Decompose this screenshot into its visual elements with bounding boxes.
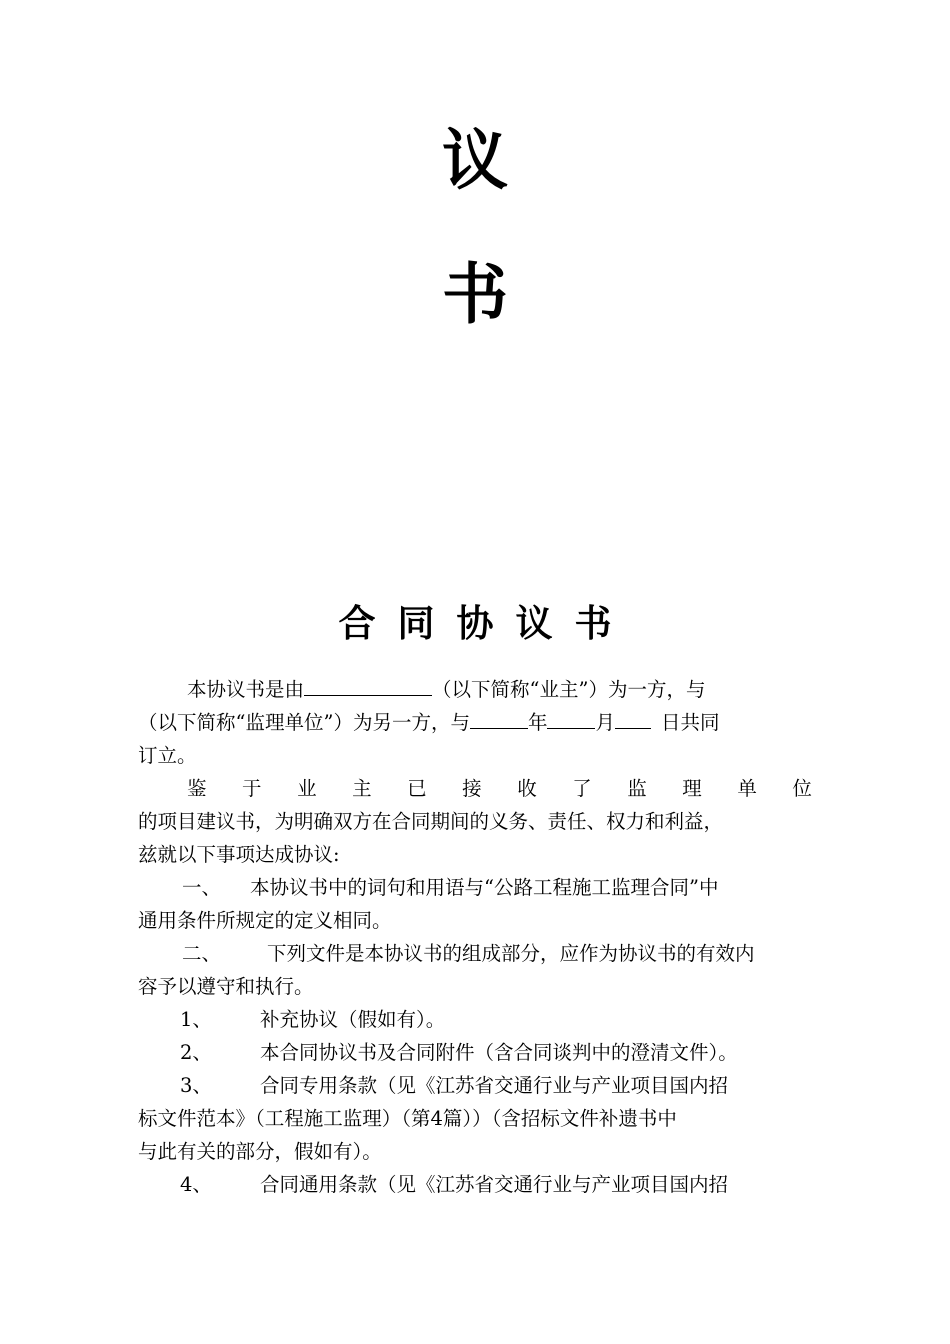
sub-item-3-line-1 [138,1069,812,1102]
item-2-text: 下列文件是本协议书的组成部分，应作为协议书的有效内 [267,942,755,965]
p2-char: 于 [242,777,262,800]
item-2-line-1 [138,937,812,970]
p1-text-e: 订立。 [138,744,197,767]
p2-text-b: 的项目建议书，为明确双方在合同期间的义务、责任、权力和利益， [138,810,724,833]
sub-1-number: 1、 [180,1008,212,1031]
paragraph-1-line-2 [138,706,812,739]
sub-item-4-line-1 [138,1168,812,1201]
item-2-line-2 [138,970,812,1003]
sub-3-text-3: 与此有关的部分，假如有）。 [138,1140,382,1163]
year-label: 年 [527,711,548,734]
sub-4-text: 合同通用条款（见《江苏省交通行业与产业项目国内招 [260,1173,729,1196]
month-label: 月 [595,711,615,734]
p2-char: 业 [297,777,317,800]
sub-3-text-2: 标文件范本》（工程施工监理）（第4篇））（含招标文件补遗书中 [138,1107,677,1130]
document-body [138,673,812,1201]
sub-3-number: 3、 [180,1074,212,1097]
cover-title-char-2: 书 [442,256,508,333]
p2-char: 单 [737,777,757,800]
p2-char: 已 [407,777,427,800]
paragraph-1-line-3 [138,739,812,772]
sub-item-1 [138,1003,812,1036]
p2-char: 鉴 [187,777,207,800]
owner-name-blank [304,673,432,696]
sub-item-3-line-2 [138,1102,812,1135]
p2-char: 主 [352,777,372,800]
p1-text-b: （以下简称“业主”）为一方，与 [432,678,706,701]
cover-title-char-1: 议 [442,122,508,199]
sub-3-text: 合同专用条款（见《江苏省交通行业与产业项目国内招 [260,1074,729,1097]
item-2-text-2: 容予以遵守和执行。 [138,975,314,998]
p2-char: 理 [682,777,702,800]
p2-char: 了 [572,777,592,800]
p2-char: 收 [517,777,537,800]
sub-1-text: 补充协议（假如有）。 [260,1008,446,1031]
item-1-line-1 [138,871,812,904]
paragraph-2-line-1 [138,772,812,805]
p1-text-a: 本协议书是由 [187,678,305,701]
month-blank [547,706,595,729]
item-2-number: 二、 [182,942,222,965]
sub-item-2 [138,1036,812,1069]
day-blank [615,706,651,729]
sub-2-text: 本合同协议书及合同附件（含合同谈判中的澄清文件）。 [260,1041,738,1064]
year-blank [470,706,528,729]
item-1-text-2: 通用条件所规定的定义相同。 [138,909,392,932]
item-1-number: 一、 [182,876,222,899]
paragraph-2-line-3 [138,838,812,871]
p1-text-c: （以下简称“监理单位”）为另一方，与 [138,711,470,734]
paragraph-2-line-2 [138,805,812,838]
p1-text-d: 日共同 [660,711,720,734]
p2-char: 接 [462,777,482,800]
p2-char: 监 [627,777,647,800]
sub-item-3-line-3 [138,1135,812,1168]
sub-4-number: 4、 [180,1173,212,1196]
paragraph-1-line-1 [138,673,812,706]
p2-char: 位 [792,777,812,800]
item-1-text: 本协议书中的词句和用语与“公路工程施工监理合同”中 [250,876,719,899]
item-1-line-2 [138,904,812,937]
document-heading: 合同协议书 [338,602,634,645]
p2-text-c: 兹就以下事项达成协议: [138,843,340,866]
sub-2-number: 2、 [180,1041,212,1064]
